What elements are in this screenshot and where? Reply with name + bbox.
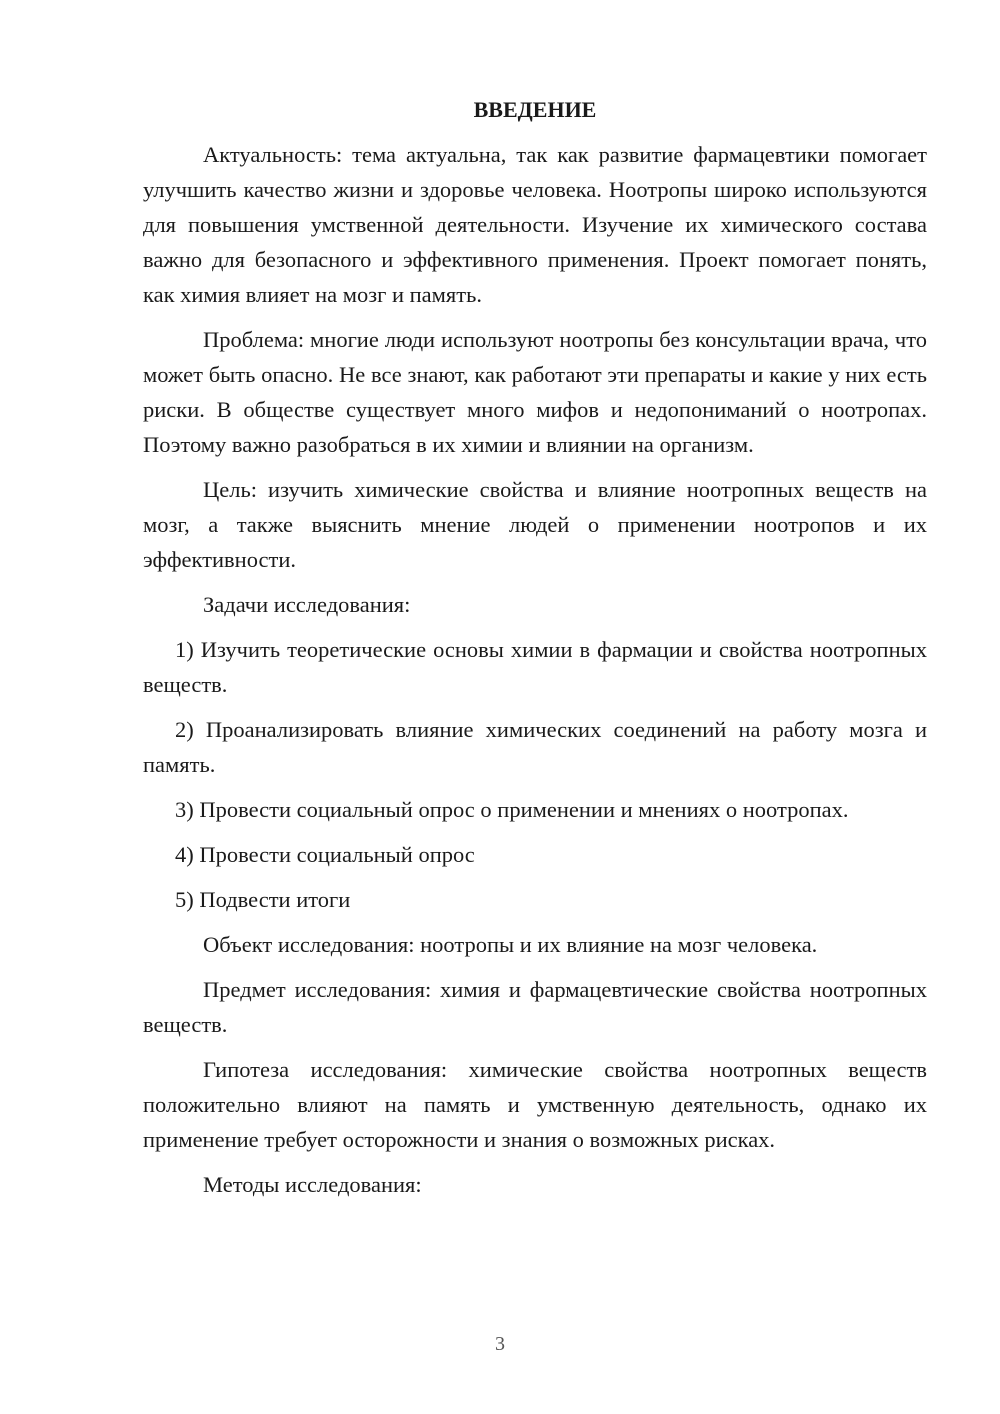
problem-paragraph: Проблема: многие люди используют ноотропы без консультации врача, что может быть опасно. Не все знают, как работают эти препараты и какие у них есть риски. В обществе существует много мифов и недопониманий о ноотропах. Поэтому важно разобраться в их химии и влиянии на организм. <box>143 327 927 457</box>
object-paragraph: Объект исследования: ноотропы и их влияние на мозг человека. <box>203 932 818 957</box>
task-item: 4) Провести социальный опрос <box>175 842 475 867</box>
tasks-heading: Задачи исследования: <box>203 592 411 617</box>
task-item: 2) Проанализировать влияние химических соединений на работу мозга и память. <box>143 717 927 777</box>
task-item: 5) Подвести итоги <box>175 887 351 912</box>
relevance-paragraph: Актуальность: тема актуальна, так как развитие фармацевтики помогает улучшить качество жизни и здоровье человека. Ноотропы широко используются для повышения умственной деятельности. Изучение их химического состава важно для безопасного и эффективного применения. Проект помогает понять, как химия влияет на мозг и память. <box>143 142 927 307</box>
task-item: 1) Изучить теоретические основы химии в фармации и свойства ноотропных веществ. <box>143 637 927 697</box>
document-page <box>143 92 927 1202</box>
task-item: 3) Провести социальный опрос о применении и мнениях о ноотропах. <box>175 797 849 822</box>
methods-paragraph: Методы исследования: <box>203 1172 422 1197</box>
document-heading: ВВЕДЕНИЕ <box>473 97 597 122</box>
hypothesis-paragraph: Гипотеза исследования: химические свойства ноотропных веществ положительно влияют на память и умственную деятельность, однако их применение требует осторожности и знания о возможных рисках. <box>143 1057 927 1152</box>
page-number: 3 <box>495 1333 505 1355</box>
subject-paragraph: Предмет исследования: химия и фармацевтические свойства ноотропных веществ. <box>143 977 927 1037</box>
goal-paragraph: Цель: изучить химические свойства и влияние ноотропных веществ на мозг, а также выяснить мнение людей о применении ноотропов и их эффективности. <box>143 477 927 572</box>
